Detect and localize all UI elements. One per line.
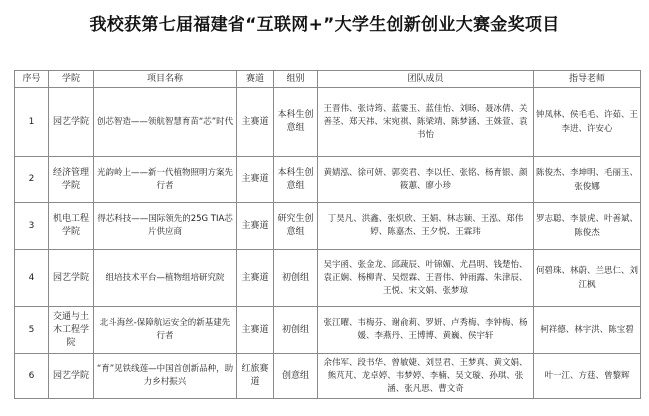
cell-index: 4 [15,250,49,307]
cell-college: 经济管理学院 [49,157,94,203]
table-row [15,157,641,203]
cell-members: 余伟军、段书华、曾敏婕、刘昱君、王梦真、黄文娟、熊芃芃、龙卓婷、韦梦婷、李楠、吴文璇、孙琪、张涵、张凡思、曹文奇 [318,354,534,399]
table-row [15,88,641,157]
table-row [15,250,641,307]
header-college: 学院 [49,71,94,88]
table-row [15,354,641,399]
cell-project: 北斗海丝-保障航运安全的新基建先行者 [94,307,237,354]
cell-group: 本科生创意组 [274,157,318,203]
cell-college: 园艺学院 [49,354,94,399]
table-row [15,307,641,354]
cell-college: 园艺学院 [49,250,94,307]
cell-project: “育”见铁线莲—中国首创新品种，助力乡村振兴 [94,354,237,399]
cell-project: 创芯智造——领航智慧育苗“芯”时代 [94,88,237,157]
cell-college: 机电工程学院 [49,203,94,250]
cell-track: 主赛道 [237,307,274,354]
cell-members: 丁昊凡、洪鑫、张炽欣、王娟、林志颖、王泓、郑伟婷、陈嘉杰、王夕悦、王霖玮 [318,203,534,250]
cell-project: 得芯科技——国际领先的25G TIA芯片供应商 [94,203,237,250]
header-advisors: 指导老师 [534,71,641,88]
cell-group: 研究生创意组 [274,203,318,250]
cell-advisors: 罗志聪、李景虎、叶善斌、陈俊杰 [534,203,641,250]
cell-project: 光韵岭上——新一代植物照明方案先行者 [94,157,237,203]
cell-college: 园艺学院 [49,88,94,157]
header-members: 团队成员 [318,71,534,88]
cell-advisors: 柯祥德、林宇洪、陈宝碧 [534,307,641,354]
cell-members: 张江曜、韦梅芬、谢俞莉、罗妍、卢秀梅、李钟梅、杨媛、李燕丹、王博博、黄巍、侯宇轩 [318,307,534,354]
cell-project: 组培技术平台—植物组培研究院 [94,250,237,307]
cell-track: 红旅赛道 [237,354,274,399]
cell-index: 3 [15,203,49,250]
cell-index: 5 [15,307,49,354]
cell-group: 本科生创意组 [274,88,318,157]
cell-track: 主赛道 [237,157,274,203]
cell-track: 主赛道 [237,203,274,250]
table-row [15,203,641,250]
cell-group: 初创组 [274,307,318,354]
cell-advisors: 钟凤林、侯毛毛、许茹、王李进、许安心 [534,88,641,157]
cell-members: 吴宇函、张金龙、邱蔬辰、叶锦媚、尤昌明、钱楚怡、袁正娴、杨柳青、吴煜霖、王晋伟、钟雨露、朱津辰、王悦、宋文娟、张梦琼 [318,250,534,307]
cell-index: 6 [15,354,49,399]
page-title: 我校获第七届福建省“互联网+”大学生创新创业大赛金奖项目 [89,15,560,35]
cell-track: 主赛道 [237,250,274,307]
header-project: 项目名称 [94,71,237,88]
header-track: 赛道 [237,71,274,88]
cell-advisors: 何碧珠、林蔚、兰思仁、刘江枫 [534,250,641,307]
cell-advisors: 叶一江、方莛、曾黎辉 [534,354,641,399]
cell-members: 黄婧泓、徐可妍、郭奕君、李以任、张铭、杨育银、颜筱蕙、廖小珍 [318,157,534,203]
cell-index: 1 [15,88,49,157]
header-index: 序号 [15,71,49,88]
header-group: 组别 [274,71,318,88]
cell-index: 2 [15,157,49,203]
cell-college: 交通与土木工程学院 [49,307,94,354]
cell-group: 创意组 [274,354,318,399]
cell-group: 初创组 [274,250,318,307]
cell-advisors: 陈俊杰、李坤明、毛丽玉、张俊娜 [534,157,641,203]
gold-award-table [14,70,641,399]
cell-members: 王晋伟、张诗筠、蓝霎玉、蓝佳怡、刘旸、聂冰倩、关善茎、郑天祎、宋宛祺、陈梁靖、陈梦涵、王姝萱、袁书怡 [318,88,534,157]
table-header-row [15,71,641,88]
cell-track: 主赛道 [237,88,274,157]
